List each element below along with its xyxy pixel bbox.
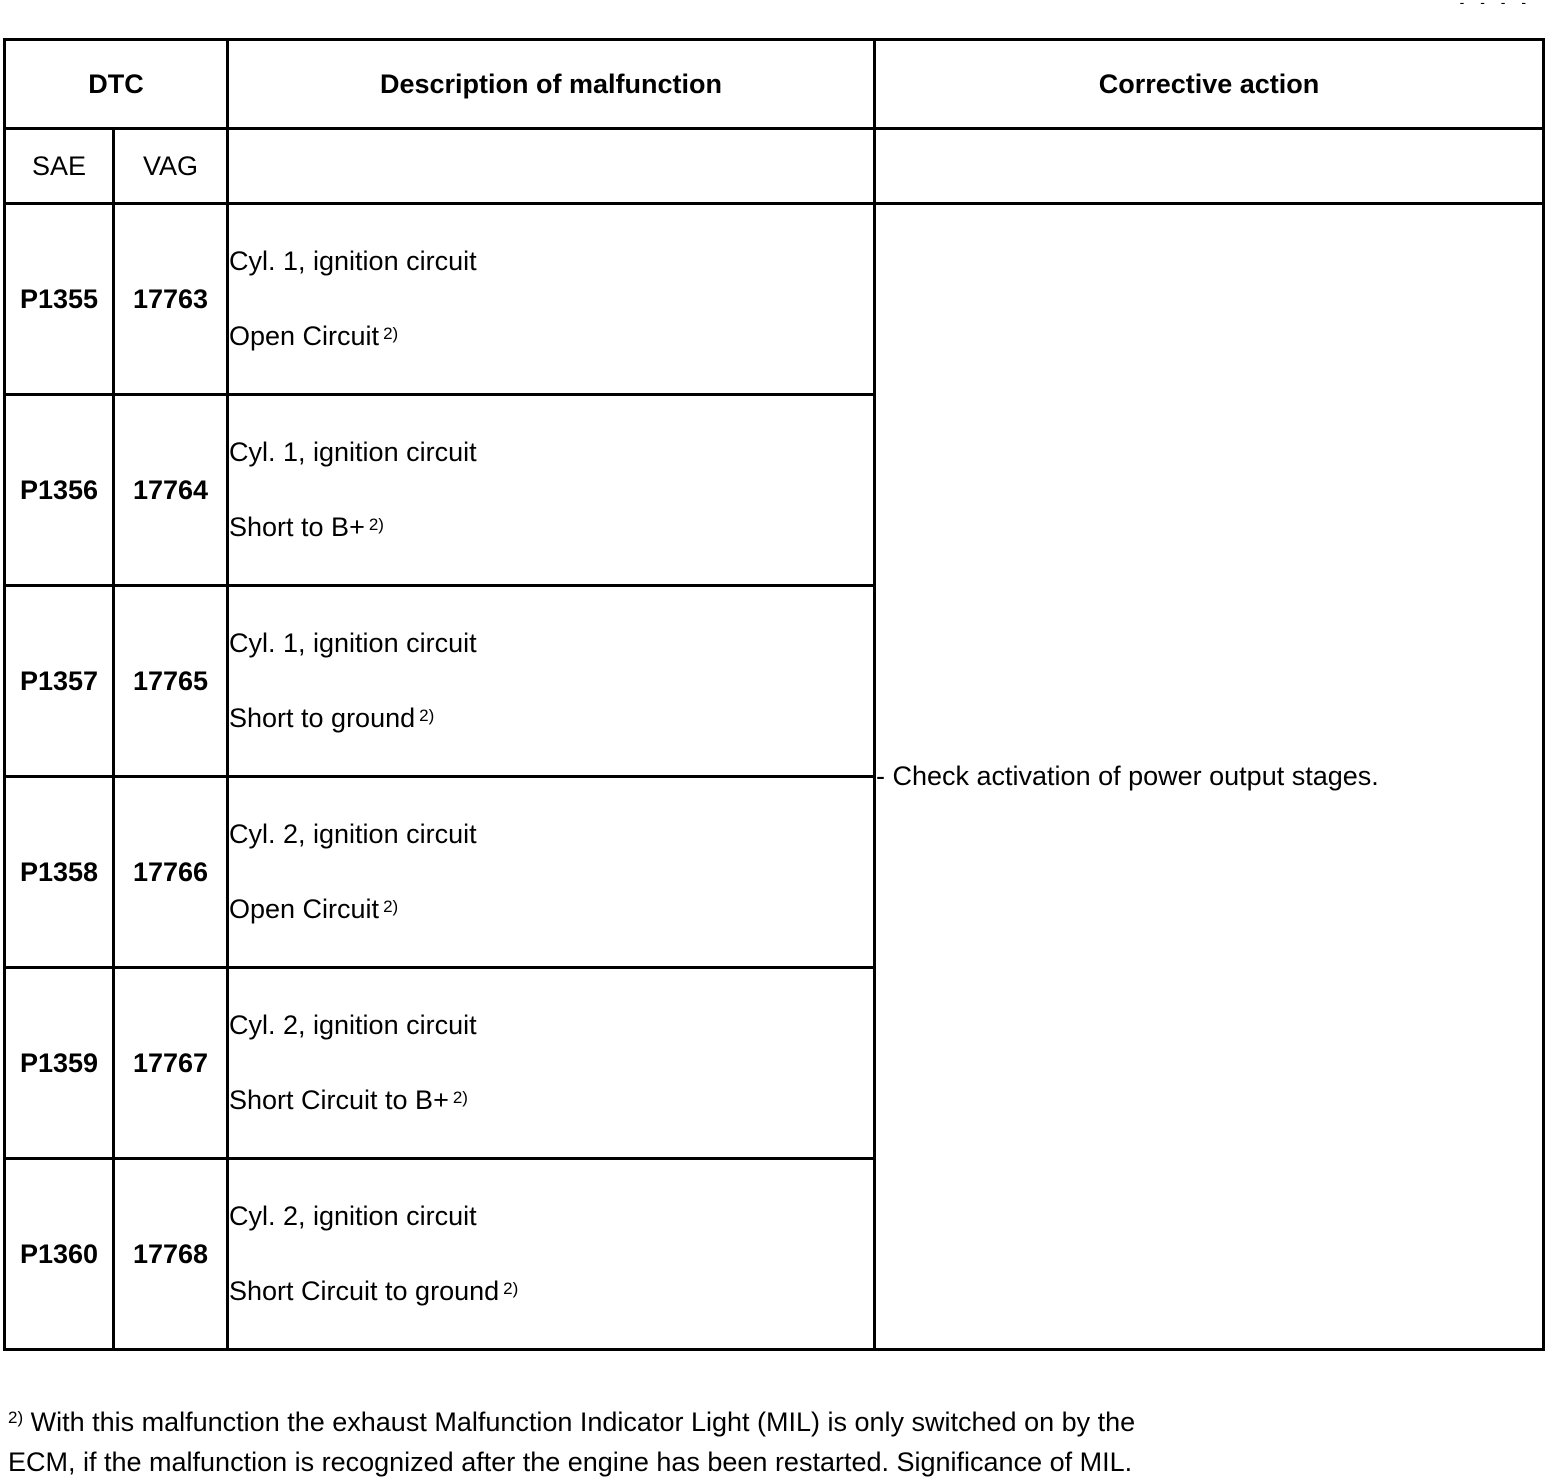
- footnote-ref: 2): [503, 1279, 519, 1298]
- vag-code: 17763: [114, 204, 228, 395]
- footnote-text-line2: ECM, if the malfunction is recognized after the engine has been restarted. Significance of MIL.: [8, 1447, 1133, 1477]
- description-line2-text: Short to ground: [229, 703, 416, 733]
- description-line2-text: Open Circuit: [229, 321, 380, 351]
- description-subheader-empty: [228, 129, 875, 204]
- description-line2: [229, 512, 873, 543]
- description-line2-text: Short Circuit to ground: [229, 1276, 500, 1306]
- malfunction-description: [228, 586, 875, 777]
- vag-code: 17766: [114, 777, 228, 968]
- description-line1: Cyl. 1, ignition circuit: [229, 628, 477, 658]
- description-line1: Cyl. 2, ignition circuit: [229, 1201, 477, 1231]
- description-line1: Cyl. 2, ignition circuit: [229, 1010, 477, 1040]
- description-line1: Cyl. 2, ignition circuit: [229, 819, 477, 849]
- footnote-ref: 2): [383, 897, 399, 916]
- footnote: [8, 1404, 1408, 1481]
- footnote-line1: [8, 1404, 1408, 1444]
- description-line2-text: Short Circuit to B+: [229, 1085, 449, 1115]
- sae-code: P1356: [5, 395, 114, 586]
- malfunction-description: [228, 204, 875, 395]
- footnote-ref: 2): [419, 706, 435, 725]
- page-marks: - - - -: [1459, 0, 1532, 10]
- sae-header: SAE: [5, 129, 114, 204]
- table-row: [5, 204, 1544, 395]
- vag-code: 17764: [114, 395, 228, 586]
- vag-code: 17768: [114, 1159, 228, 1350]
- header-row: [5, 40, 1544, 129]
- malfunction-description: [228, 1159, 875, 1350]
- description-line2: [229, 1085, 873, 1116]
- description-line2: [229, 894, 873, 925]
- description-line2-text: Open Circuit: [229, 894, 380, 924]
- vag-code: 17765: [114, 586, 228, 777]
- footnote-ref: 2): [452, 1088, 468, 1107]
- footnote-marker: 2): [8, 1408, 24, 1427]
- vag-header: VAG: [114, 129, 228, 204]
- description-line2: [229, 703, 873, 734]
- corrective-subheader-empty: [875, 129, 1544, 204]
- malfunction-description: [228, 777, 875, 968]
- vag-code: 17767: [114, 968, 228, 1159]
- malfunction-description: [228, 395, 875, 586]
- dtc-table: [3, 38, 1545, 1351]
- subheader-row: [5, 129, 1544, 204]
- description-line1: Cyl. 1, ignition circuit: [229, 437, 477, 467]
- corrective-action: - Check activation of power output stages.: [875, 204, 1544, 1350]
- sae-code: P1355: [5, 204, 114, 395]
- description-line2: [229, 1276, 873, 1307]
- footnote-ref: 2): [383, 324, 399, 343]
- footnote-text-line1: With this malfunction the exhaust Malfunction Indicator Light (MIL) is only switched on by the: [23, 1407, 1136, 1437]
- description-line1: Cyl. 1, ignition circuit: [229, 246, 477, 276]
- sae-code: P1358: [5, 777, 114, 968]
- description-line2-text: Short to B+: [229, 512, 365, 542]
- corrective-action-header: Corrective action: [875, 40, 1544, 129]
- malfunction-description: [228, 968, 875, 1159]
- description-header: Description of malfunction: [228, 40, 875, 129]
- dtc-header: DTC: [5, 40, 228, 129]
- description-line2: [229, 321, 873, 352]
- footnote-ref: 2): [368, 515, 384, 534]
- sae-code: P1359: [5, 968, 114, 1159]
- sae-code: P1357: [5, 586, 114, 777]
- sae-code: P1360: [5, 1159, 114, 1350]
